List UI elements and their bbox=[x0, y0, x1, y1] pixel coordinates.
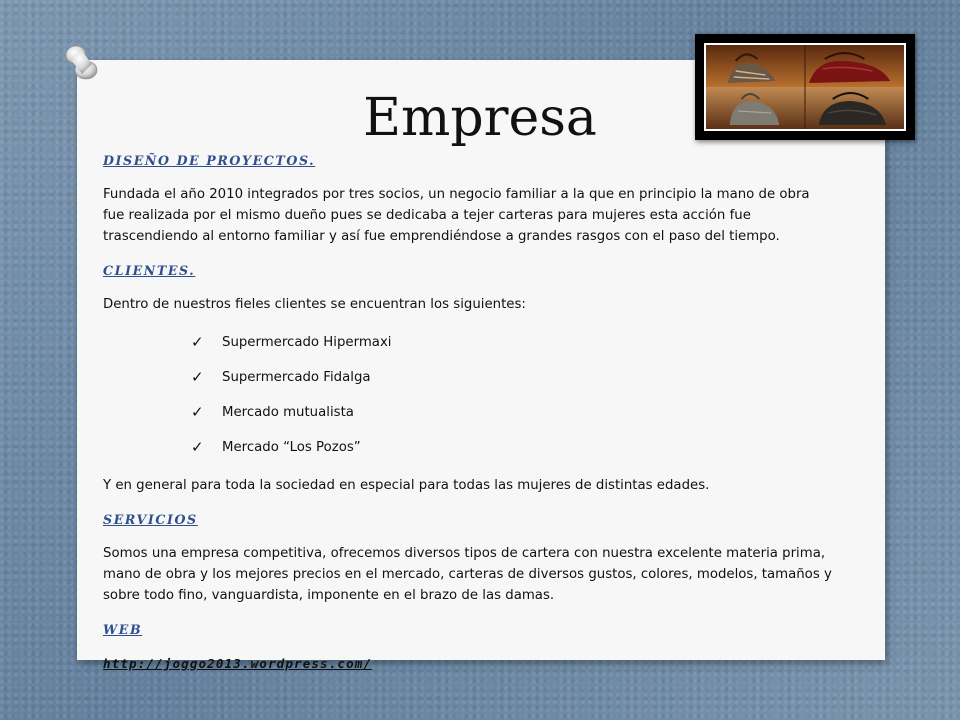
servicios-paragraph: Somos una empresa competitiva, ofrecemos diversos tipos de cartera con nuestra excelente materia prima, mano de obra y los mejores precios en el mercado, carteras de diversos gustos, colores, modelos, tamaños y sobre todo fino, vanguardista, imponente en el brazo de las damas. bbox=[103, 546, 832, 603]
clientes-outro: Y en general para toda la sociedad en especial para todas las mujeres de distintas edades. bbox=[103, 478, 710, 493]
section-heading-web: WEB bbox=[103, 622, 143, 637]
pushpin-icon bbox=[62, 42, 102, 82]
checkmark-icon: ✓ bbox=[191, 368, 204, 386]
section-heading-clientes: CLIENTES. bbox=[103, 263, 196, 278]
checkmark-icon: ✓ bbox=[191, 438, 204, 456]
slide-title: Empresa bbox=[363, 88, 597, 148]
diseno-paragraph: Fundada el año 2010 integrados por tres socios, un negocio familiar a la que en principio la mano de obra fue realizada por el mismo dueño pues se dedicaba a tejer carteras para mujeres esta acción fue trascendiendo al entorno familiar y así fue emprendiéndose a grandes rasgos con el paso del tiempo. bbox=[103, 187, 810, 244]
clientes-intro: Dentro de nuestros fieles clientes se encuentran los siguientes: bbox=[103, 297, 526, 312]
section-heading-servicios: SERVICIOS bbox=[103, 512, 198, 527]
client-name: Supermercado Hipermaxi bbox=[222, 335, 392, 350]
website-link[interactable]: http://joggo2013.wordpress.com/ bbox=[103, 656, 373, 671]
list-item bbox=[191, 430, 833, 465]
slide-content bbox=[103, 150, 833, 675]
client-name: Mercado mutualista bbox=[222, 405, 354, 420]
list-item bbox=[191, 360, 833, 395]
client-name: Supermercado Fidalga bbox=[222, 370, 371, 385]
section-heading-diseno: DISEÑO DE PROYECTOS. bbox=[103, 153, 316, 168]
clients-list bbox=[103, 325, 833, 465]
client-name: Mercado “Los Pozos” bbox=[222, 440, 361, 455]
checkmark-icon: ✓ bbox=[191, 403, 204, 421]
checkmark-icon: ✓ bbox=[191, 333, 204, 351]
list-item bbox=[191, 395, 833, 430]
list-item bbox=[191, 325, 833, 360]
